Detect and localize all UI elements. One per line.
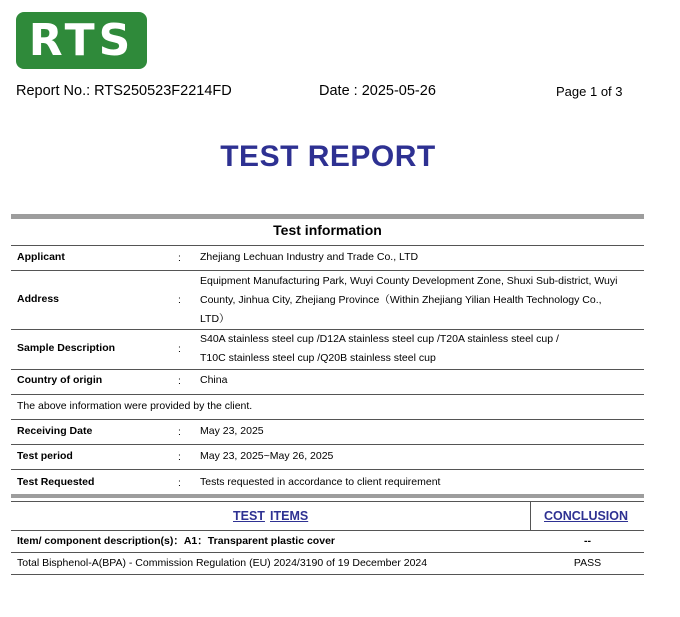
address-label: Address: [17, 293, 60, 305]
component-conclusion: --: [584, 535, 591, 547]
address-line: County, Jinhua City, Zhejiang Province（Within Zhejiang Yilian Health Technology Co.,: [200, 294, 602, 306]
divider: [11, 552, 644, 553]
test-requested-label: Test Requested: [17, 476, 95, 488]
test-item-bpa: Total Bisphenol-A(BPA) - Commission Regulation (EU) 2024/3190 of 19 December 2024: [17, 557, 428, 569]
divider: [11, 501, 644, 502]
column-divider: [530, 501, 531, 530]
divider: [11, 369, 644, 370]
colon: :: [178, 252, 181, 264]
component-description: Item/ component description(s)：A1：Transparent plastic cover: [17, 535, 335, 547]
divider: [11, 394, 644, 395]
sample-line: S40A stainless steel cup /D12A stainless steel cup /T20A stainless steel cup /: [200, 333, 559, 345]
origin-label: Country of origin: [17, 374, 103, 386]
test-items-header-b: ITEMS: [270, 509, 309, 523]
divider: [11, 419, 644, 420]
test-period-label: Test period: [17, 450, 73, 462]
sample-label: Sample Description: [17, 342, 116, 354]
section-heading: Test information: [273, 222, 382, 238]
test-item-conclusion: PASS: [573, 557, 602, 569]
colon: :: [178, 294, 181, 306]
section-bottom-bar: [11, 494, 644, 498]
section-top-bar: [11, 214, 644, 219]
page-number: Page 1 of 3: [556, 84, 623, 99]
test-requested-value: Tests requested in accordance to client requirement: [200, 476, 441, 488]
colon: :: [178, 426, 181, 438]
test-period-value: May 23, 2025~May 26, 2025: [200, 450, 334, 462]
divider: [11, 469, 644, 470]
divider: [11, 574, 644, 575]
address-line: Equipment Manufacturing Park, Wuyi County Development Zone, Shuxi Sub-district, Wuyi: [200, 275, 618, 287]
logo-text: RTS: [28, 15, 135, 66]
rts-logo: [16, 12, 147, 69]
divider: [11, 270, 644, 271]
address-line: LTD）: [200, 313, 230, 325]
colon: :: [178, 451, 181, 463]
colon: :: [178, 477, 181, 489]
applicant-value: Zhejiang Lechuan Industry and Trade Co., LTD: [200, 251, 419, 263]
divider: [11, 245, 644, 246]
report-date: Date : 2025-05-26: [319, 83, 436, 99]
receiving-date-label: Receiving Date: [17, 425, 93, 437]
report-number: Report No.: RTS250523F2214FD: [16, 83, 232, 99]
test-items-header-a: TEST: [233, 509, 265, 523]
origin-value: China: [200, 374, 228, 386]
colon: :: [178, 375, 181, 387]
divider: [11, 444, 644, 445]
client-note: The above information were provided by the client.: [17, 400, 253, 412]
divider: [11, 530, 644, 531]
sample-line: T10C stainless steel cup /Q20B stainless steel cup: [200, 352, 436, 364]
conclusion-header: CONCLUSION: [544, 509, 629, 523]
applicant-label: Applicant: [17, 251, 65, 263]
page-title: TEST REPORT: [220, 140, 436, 173]
receiving-date-value: May 23, 2025: [200, 425, 264, 437]
colon: :: [178, 343, 181, 355]
